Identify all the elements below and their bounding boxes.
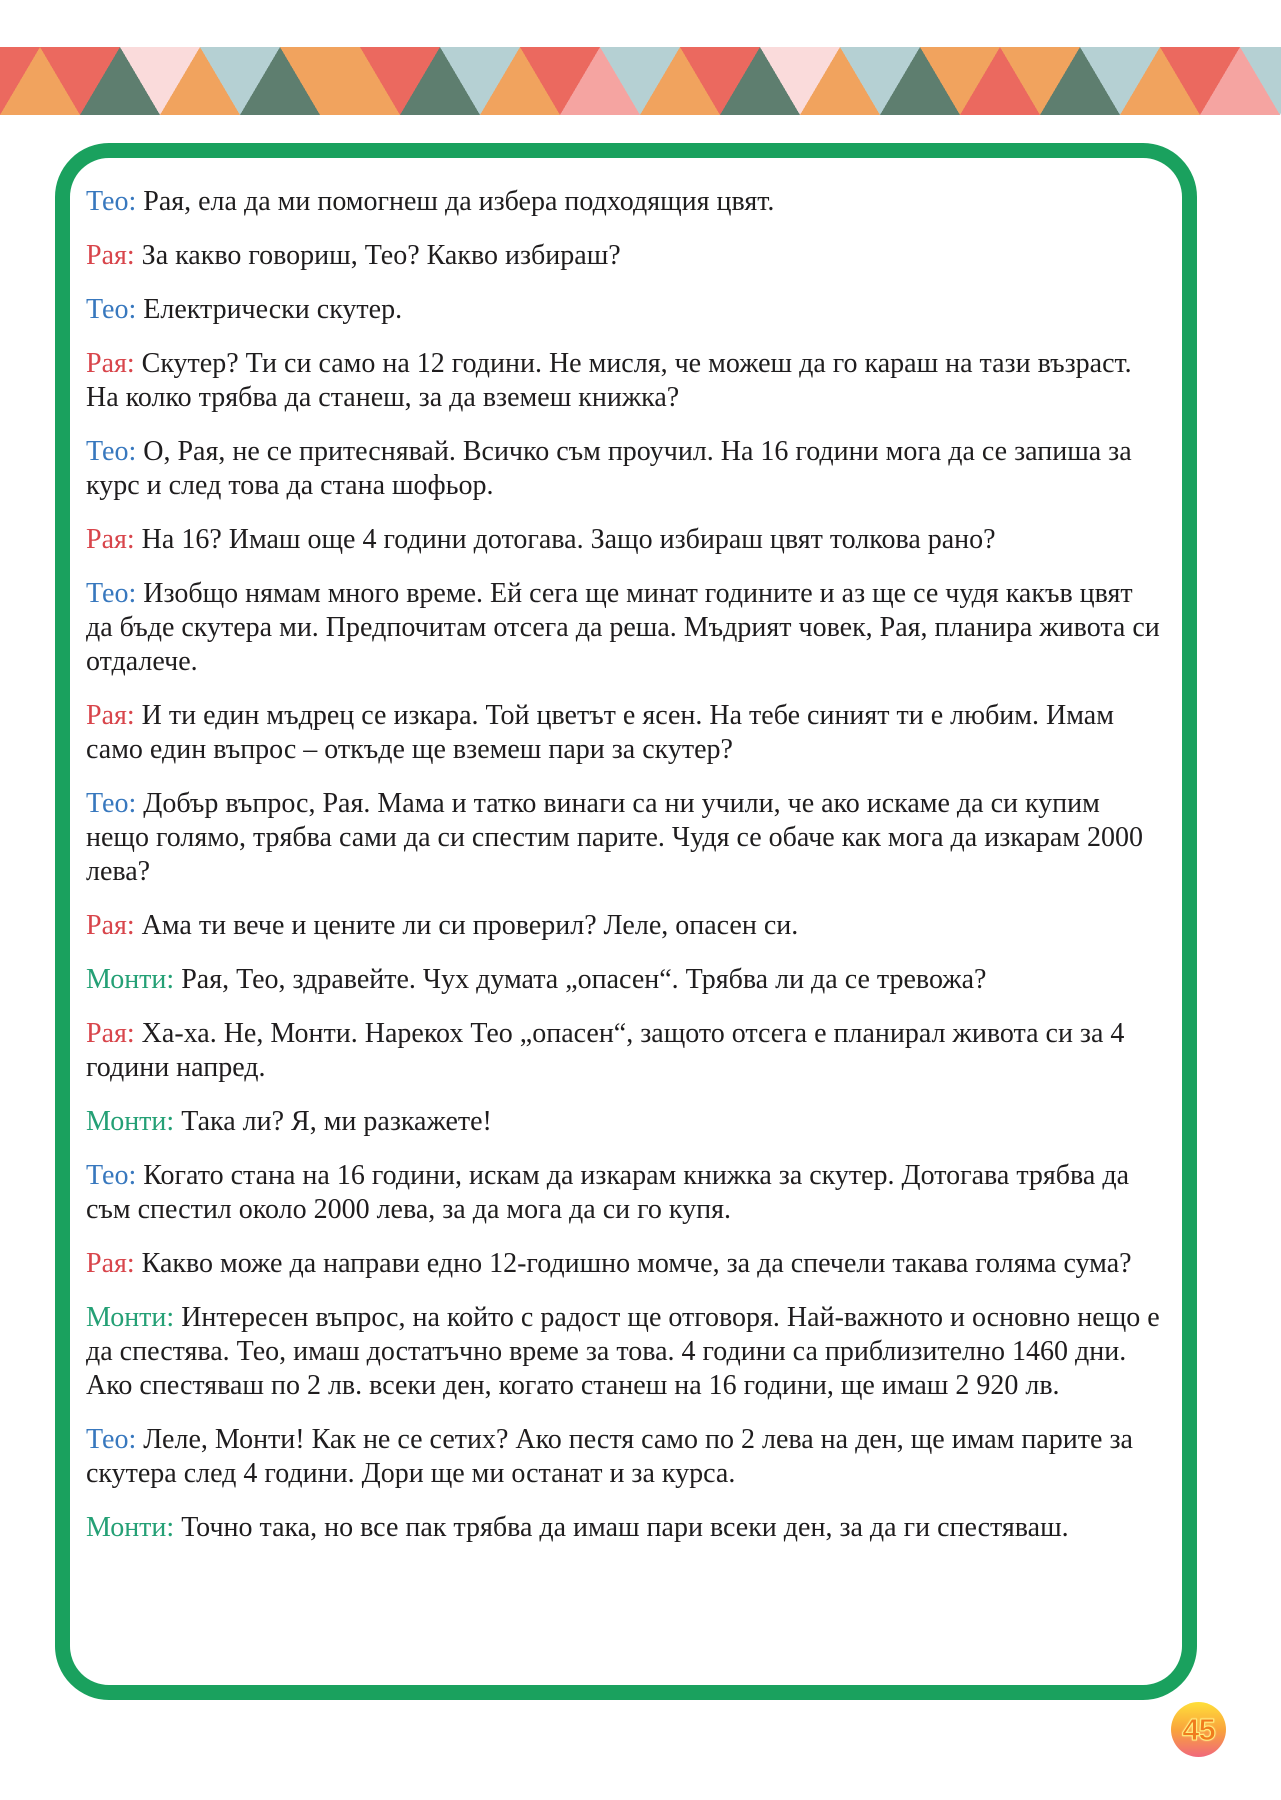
speaker-label: Монти: [86,1302,175,1333]
dialogue-text: И ти един мъдрец се изкара. Той цветът е ясен. На тебе синият ти е любим. Имам само един въпрос – откъде ще вземеш пари за скутер? [86,700,1114,765]
dialogue-line [86,185,1162,219]
dialogue-text: Добър въпрос, Рая. Мама и татко винаги са ни учили, че ако искаме да си купим нещо голямо, трябва сами да си спестим парите. Чудя се обаче как мога да изкарам 2000 лева? [86,788,1144,887]
dialogue-text: Когато стана на 16 години, искам да изкарам книжка за скутер. Дотогава трябва да съм спестил около 2000 лева, за да мога да си го купя. [86,1160,1129,1225]
speaker-label: Монти: [86,1106,175,1137]
dialogue-line [86,347,1162,415]
dialogue-text: За какво говориш, Тео? Какво избираш? [141,240,621,271]
dialogue-line [86,909,1162,943]
speaker-label: Тео: [86,788,137,819]
speaker-label: Рая: [86,1248,135,1279]
bunting-banner [0,47,1281,115]
dialogue-text: Ха-ха. Не, Монти. Нарекох Тео „опасен“, защото отсега е планирал живота си за 4 години напред. [86,1018,1125,1083]
speaker-label: Рая: [86,240,135,271]
dialogue-line [86,523,1162,557]
dialogue-text: О, Рая, не се притеснявай. Всичко съм проучил. На 16 години мога да се запиша за курс и след това да стана шофьор. [86,436,1132,501]
speaker-label: Тео: [86,578,137,609]
dialogue-line [86,435,1162,503]
page-number: 45 [1182,1711,1215,1747]
dialogue-line [86,239,1162,273]
dialogue-text: Така ли? Я, ми разкажете! [181,1106,492,1137]
dialogue-line [86,1159,1162,1227]
dialogue-line [86,293,1162,327]
dialogue-text: Леле, Монти! Как не се сетих? Ако пестя само по 2 лева на ден, ще имам парите за скутера след 4 години. Дори ще ми останат и за курса. [86,1424,1133,1489]
bunting-svg [0,47,1281,115]
dialogue-line [86,1105,1162,1139]
dialogue-line [86,1247,1162,1281]
speaker-label: Тео: [86,1424,137,1455]
speaker-label: Тео: [86,436,137,467]
dialogue-text: Точно така, но все пак трябва да имаш пари всеки ден, за да ги спестяваш. [181,1512,1069,1543]
dialogue-line [86,699,1162,767]
dialogue-line [86,1423,1162,1491]
speaker-label: Рая: [86,910,135,941]
dialogue-line [86,1301,1162,1403]
page-number-badge [1171,1702,1226,1757]
dialogue-line [86,1017,1162,1085]
dialogue-text: На 16? Имаш още 4 години дотогава. Защо избираш цвят толкова рано? [141,524,996,555]
dialogue-text: Рая, ела да ми помогнеш да избера подходящия цвят. [143,186,775,217]
speaker-label: Рая: [86,1018,135,1049]
dialogue-line [86,963,1162,997]
dialogue-text: Рая, Тео, здравейте. Чух думата „опасен“. Трябва ли да се тревожа? [181,964,987,995]
speaker-label: Тео: [86,1160,137,1191]
dialogue-text: Какво може да направи едно 12-годишно момче, за да спечели такава голяма сума? [141,1248,1132,1279]
dialogue-text: Скутер? Ти си само на 12 години. Не мисля, че можеш да го караш на тази възраст. На колко трябва да станеш, за да вземеш книжка? [86,348,1132,413]
speaker-label: Монти: [86,1512,175,1543]
speaker-label: Рая: [86,348,135,379]
dialogue-text: Изобщо нямам много време. Ей сега ще минат годините и аз ще се чудя какъв цвят да бъде скутера ми. Предпочитам отсега да реша. Мъдрият човек, Рая, планира живота си отдалече. [86,578,1160,677]
dialogue-text: Ама ти вече и цените ли си проверил? Леле, опасен си. [141,910,799,941]
speaker-label: Тео: [86,186,137,217]
speaker-label: Тео: [86,294,137,325]
dialogue-panel [55,143,1197,1700]
dialogue-line [86,787,1162,889]
dialogue-text: Интересен въпрос, на който с радост ще отговоря. Най-важното и основно нещо е да спестява. Тео, имаш достатъчно време за това. 4 години са приблизително 1460 дни. Ако спестяваш по 2 лв. всеки ден, когато станеш на 16 години, ще имаш 2 920 лв. [86,1302,1160,1401]
dialogue-text: Електрически скутер. [143,294,403,325]
speaker-label: Рая: [86,700,135,731]
dialogue-line [86,1511,1162,1545]
speaker-label: Монти: [86,964,175,995]
speaker-label: Рая: [86,524,135,555]
dialogue-line [86,577,1162,679]
